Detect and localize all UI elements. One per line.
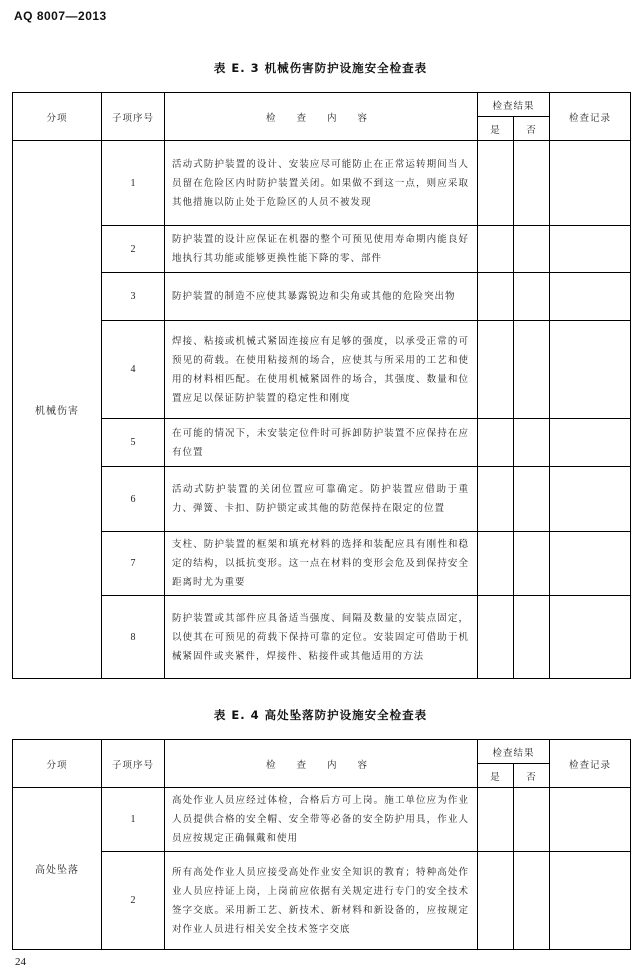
item-number: 6 — [102, 467, 165, 532]
col-content: 检 查 内 容 — [165, 740, 478, 788]
col-yes: 是 — [478, 117, 514, 141]
result-yes-cell[interactable] — [478, 141, 514, 226]
item-number: 3 — [102, 273, 165, 321]
col-content: 检 查 内 容 — [165, 93, 478, 141]
result-yes-cell[interactable] — [478, 273, 514, 321]
item-number: 1 — [102, 788, 165, 852]
table-e3 — [12, 92, 631, 679]
standard-code: AQ 8007—2013 — [14, 9, 107, 23]
record-cell[interactable] — [550, 852, 631, 950]
check-content: 防护装置的设计应保证在机器的整个可预见使用寿命期内能良好地执行其功能或能够更换性能下降的零、部件 — [165, 226, 478, 273]
result-yes-cell[interactable] — [478, 788, 514, 852]
col-record: 检查记录 — [550, 740, 631, 788]
check-content: 活动式防护装置的设计、安装应尽可能防止在正常运转期间当人员留在危险区内时防护装置关闭。如果做不到这一点，则应采取其他措施以防止处于危险区的人员不被发现 — [165, 141, 478, 226]
item-number: 2 — [102, 226, 165, 273]
col-record: 检查记录 — [550, 93, 631, 141]
col-category: 分项 — [13, 740, 102, 788]
col-no: 否 — [514, 764, 550, 788]
table-row — [13, 467, 631, 532]
col-no: 否 — [514, 117, 550, 141]
table-row — [13, 532, 631, 596]
col-yes: 是 — [478, 764, 514, 788]
record-cell[interactable] — [550, 141, 631, 226]
table-row — [13, 852, 631, 950]
item-number: 8 — [102, 596, 165, 679]
table-e4 — [12, 739, 631, 950]
table-row — [13, 788, 631, 852]
check-content: 防护装置的制造不应使其暴露锐边和尖角或其他的危险突出物 — [165, 273, 478, 321]
table-row — [13, 419, 631, 467]
result-no-cell[interactable] — [514, 226, 550, 273]
record-cell[interactable] — [550, 596, 631, 679]
check-content: 高处作业人员应经过体检，合格后方可上岗。施工单位应为作业人员提供合格的安全帽、安全带等必备的安全防护用具，作业人员应按规定正确佩戴和使用 — [165, 788, 478, 852]
result-yes-cell[interactable] — [478, 226, 514, 273]
item-number: 2 — [102, 852, 165, 950]
check-content: 支柱、防护装置的框架和填充材料的选择和装配应具有刚性和稳定的结构，以抵抗变形。这一点在材料的变形会危及到保持安全距离时尤为重要 — [165, 532, 478, 596]
record-cell[interactable] — [550, 532, 631, 596]
check-content: 防护装置或其部件应具备适当强度、间隔及数量的安装点固定，以使其在可预见的荷载下保持可靠的定位。安装固定可借助于机械紧固件或夹紧件，焊接件、粘接件或其他适用的方法 — [165, 596, 478, 679]
category-cell: 高处坠落 — [13, 788, 102, 950]
result-no-cell[interactable] — [514, 852, 550, 950]
col-item-no: 子项序号 — [102, 93, 165, 141]
table-e3-title: 表 E. 3 机械伤害防护设施安全检查表 — [213, 61, 428, 75]
item-number: 7 — [102, 532, 165, 596]
col-result: 检查结果 — [478, 740, 550, 764]
record-cell[interactable] — [550, 419, 631, 467]
result-yes-cell[interactable] — [478, 321, 514, 419]
record-cell[interactable] — [550, 467, 631, 532]
check-content: 所有高处作业人员应接受高处作业安全知识的教育；特种高处作业人员应持证上岗，上岗前应依据有关规定进行专门的安全技术签字交底。采用新工艺、新技术、新材料和新设备的，应按规定对作业人员进行相关安全技术签字交底 — [165, 852, 478, 950]
table-row — [13, 141, 631, 226]
table-row — [13, 226, 631, 273]
result-no-cell[interactable] — [514, 141, 550, 226]
record-cell[interactable] — [550, 273, 631, 321]
record-cell[interactable] — [550, 321, 631, 419]
record-cell[interactable] — [550, 226, 631, 273]
result-no-cell[interactable] — [514, 788, 550, 852]
page-number: 24 — [15, 956, 26, 968]
check-content: 活动式防护装置的关闭位置应可靠确定。防护装置应借助于重力、弹簧、卡扣、防护锁定或其他的防范保持在限定的位置 — [165, 467, 478, 532]
result-yes-cell[interactable] — [478, 532, 514, 596]
item-number: 1 — [102, 141, 165, 226]
result-no-cell[interactable] — [514, 321, 550, 419]
result-no-cell[interactable] — [514, 596, 550, 679]
result-no-cell[interactable] — [514, 419, 550, 467]
col-result: 检查结果 — [478, 93, 550, 117]
result-yes-cell[interactable] — [478, 419, 514, 467]
result-no-cell[interactable] — [514, 273, 550, 321]
col-item-no: 子项序号 — [102, 740, 165, 788]
result-yes-cell[interactable] — [478, 467, 514, 532]
result-no-cell[interactable] — [514, 532, 550, 596]
check-content: 焊接、粘接或机械式紧固连接应有足够的强度，以承受正常的可预见的荷载。在使用粘接剂的场合，应使其与所采用的工艺和使用的材料相匹配。在使用机械紧固件的场合，其强度、数量和位置应足以保证防护装置的稳定性和刚度 — [165, 321, 478, 419]
col-category: 分项 — [13, 93, 102, 141]
result-no-cell[interactable] — [514, 467, 550, 532]
category-cell: 机械伤害 — [13, 141, 102, 679]
result-yes-cell[interactable] — [478, 852, 514, 950]
record-cell[interactable] — [550, 788, 631, 852]
item-number: 5 — [102, 419, 165, 467]
table-e4-title: 表 E. 4 高处坠落防护设施安全检查表 — [213, 708, 428, 722]
table-row — [13, 321, 631, 419]
item-number: 4 — [102, 321, 165, 419]
check-content: 在可能的情况下，未安装定位件时可拆卸防护装置不应保持在应有位置 — [165, 419, 478, 467]
result-yes-cell[interactable] — [478, 596, 514, 679]
table-row — [13, 596, 631, 679]
table-row — [13, 273, 631, 321]
